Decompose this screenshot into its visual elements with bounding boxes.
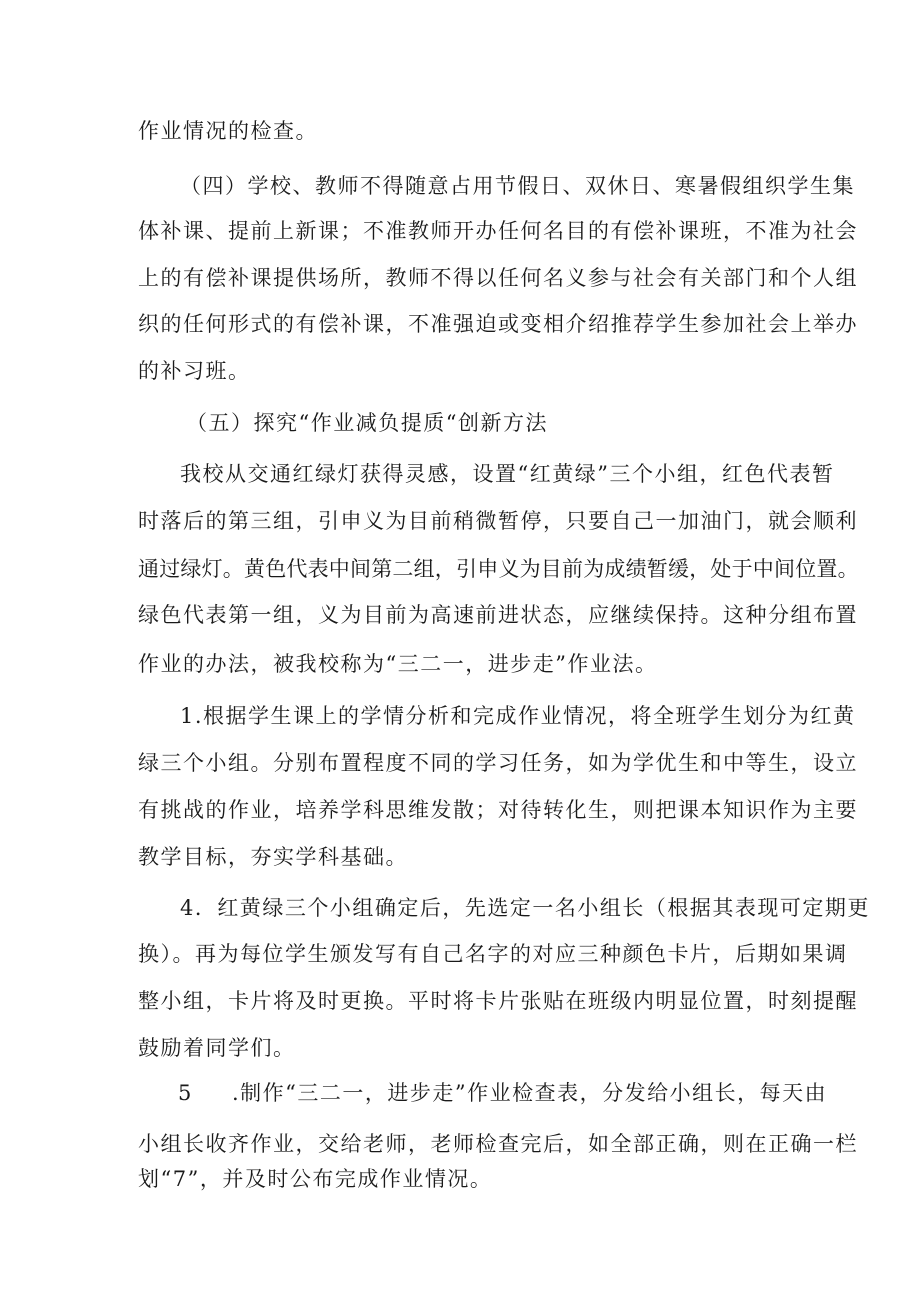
text-line-13: 1.根据学生课上的学情分析和完成作业情况，将全班学生划分为红黄 [180,704,856,728]
text-line-23: 划“7”，并及时公布完成作业情况。 [138,1167,493,1191]
text-line-1: 作业情况的检查。 [138,119,318,143]
list-number-5: 5 [178,1081,192,1105]
text-line-3: 体补课、提前上新课；不准教师开办任何名目的有偿补课班，不准为社会 [138,219,858,243]
text-line-9: 时落后的第三组，引申义为目前稍微暂停，只要自己一加油门，就会顺利 [138,509,858,533]
text-line-16: 教学目标，夯实学科基础。 [138,845,408,869]
text-line-2: （四）学校、教师不得随意占用节假日、双休日、寒暑假组织学生集 [180,174,855,198]
text-line-4: 上的有偿补课提供场所，教师不得以任何名义参与社会有关部门和个人组 [138,266,858,290]
text-line-19: 整小组，卡片将及时更换。平时将卡片张贴在班级内明显位置，时刻提醒 [138,989,858,1013]
text-line-6: 的补习班。 [138,359,251,383]
text-line-22: 小组长收齐作业，交给老师，老师检查完后，如全部正确，则在正确一栏 [138,1132,858,1156]
text-line-11: 绿色代表第一组，义为目前为高速前进状态，应继续保持。这种分组布置 [138,603,858,627]
section-heading-5: （五）探究“作业减负提质“创新方法 [186,411,548,435]
text-line-20: 鼓励着同学们。 [138,1036,296,1060]
text-line-14: 绿三个小组。分别布置程度不同的学习任务，如为学优生和中等生，设立 [138,751,858,775]
text-line-18: 换）。再为每位学生颁发写有自己名字的对应三种颜色卡片，后期如果调 [138,942,848,966]
text-line-21: .制作“三二一，进步走”作业检查表，分发给小组长，每天由 [232,1081,828,1105]
text-line-5: 织的任何形式的有偿补课，不准强迫或变相介绍推荐学生参加社会上举办 [138,312,858,336]
text-line-8: 我校从交通红绿灯获得灵感，设置“红黄绿”三个小组，红色代表暂 [180,462,835,486]
text-line-15: 有挑战的作业，培养学科思维发散；对待转化生，则把课本知识作为主要 [138,798,858,822]
text-line-10: 通过绿灯。黄色代表中间第二组，引申义为目前为成绩暂缓，处于中间位置。 [138,557,859,581]
text-line-17: 4．红黄绿三个小组确定后，先选定一名小组长（根据其表现可定期更 [180,896,870,920]
text-line-12: 作业的办法，被我校称为“三二一，进步走”作业法。 [138,652,658,676]
